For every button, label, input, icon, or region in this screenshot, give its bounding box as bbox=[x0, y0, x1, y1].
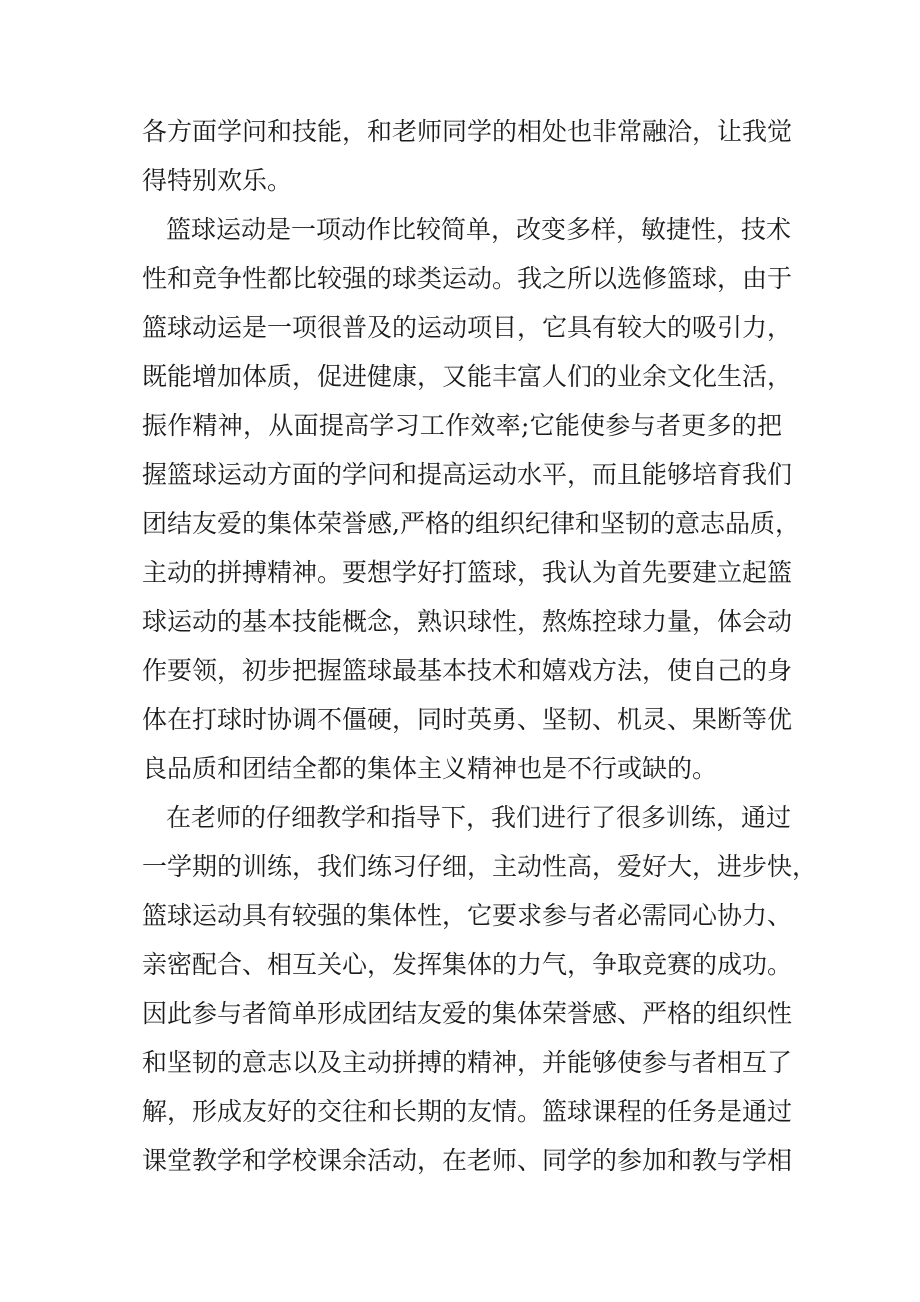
text-line: 在老师的仔细教学和指导下，我们进行了很多训练，通过 bbox=[166, 803, 792, 832]
text-line: 球运动的基本技能概念，熟识球性，熬炼控球力量，体会动 bbox=[142, 607, 793, 636]
text-line: 作要领，初步把握篮球最基本技术和嬉戏方法，使自己的身 bbox=[142, 656, 793, 685]
text-line: 良品质和团结全都的集体主义精神也是不行或缺的。 bbox=[142, 754, 718, 783]
text-line: 性和竞争性都比较强的球类运动。我之所以选修篮球，由于 bbox=[142, 264, 793, 293]
text-line: 解，形成友好的交往和长期的友情。篮球课程的任务是通过 bbox=[142, 1097, 793, 1126]
text-line: 主动的拼搏精神。要想学好打篮球，我认为首先要建立起篮 bbox=[142, 558, 793, 587]
text-line: 篮球运动具有较强的集体性，它要求参与者必需同心协力、 bbox=[142, 901, 793, 930]
text-line: 篮球运动是一项动作比较简单，改变多样，敏捷性，技术 bbox=[166, 215, 792, 244]
text-line: 握篮球运动方面的学问和提高运动水平，而且能够培育我们 bbox=[142, 460, 793, 489]
text-line: 既能增加体质，促进健康，又能丰富人们的业余文化生活， bbox=[142, 362, 793, 391]
text-line: 课堂教学和学校课余活动，在老师、同学的参加和教与学相 bbox=[142, 1146, 793, 1175]
text-line: 体在打球时协调不僵硬，同时英勇、坚韧、机灵、果断等优 bbox=[142, 705, 793, 734]
text-line: 亲密配合、相互关心，发挥集体的力气，争取竞赛的成功。 bbox=[142, 950, 793, 979]
text-line: 各方面学问和技能，和老师同学的相处也非常融洽，让我觉 bbox=[142, 117, 793, 146]
text-line: 振作精神，从面提高学习工作效率;它能使参与者更多的把 bbox=[142, 411, 782, 440]
text-line: 和坚韧的意志以及主动拼搏的精神，并能够使参与者相互了 bbox=[142, 1048, 793, 1077]
text-line: 因此参与者简单形成团结友爱的集体荣誉感、严格的组织性 bbox=[142, 999, 793, 1028]
text-line: 一学期的训练，我们练习仔细，主动性高，爱好大，进步快， bbox=[142, 852, 818, 881]
text-line: 得特别欢乐。 bbox=[142, 166, 293, 195]
text-line: 团结友爱的集体荣誉感,严格的组织纪律和坚韧的意志品质， bbox=[142, 509, 800, 538]
text-line: 篮球动运是一项很普及的运动项目，它具有较大的吸引力， bbox=[142, 313, 793, 342]
